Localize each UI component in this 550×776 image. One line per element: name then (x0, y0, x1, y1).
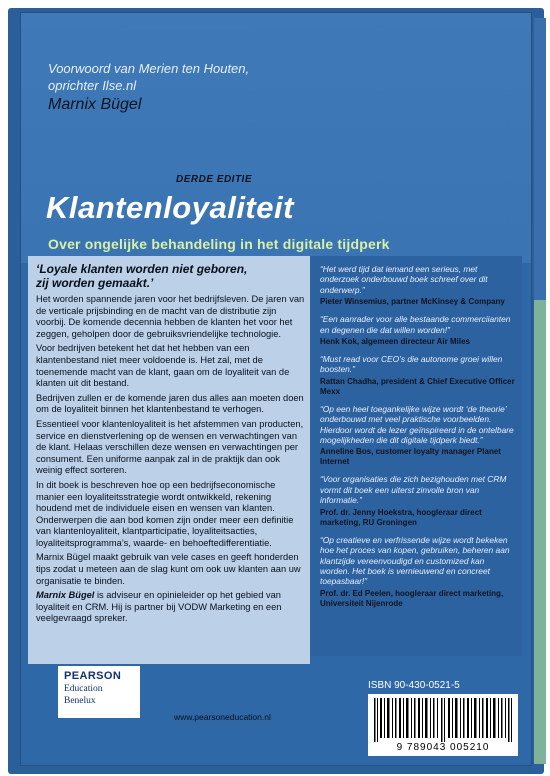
book-title: Klantenloyaliteit (46, 190, 294, 225)
blurb-paragraph: In dit boek is beschreven hoe op een bedrijfseconomische manier een loyaliteitsstrategie wordt ontwikkeld, rekening houdend met de individuele eisen en wensen van klanten. Onderwerpen die aan bod komen zijn onder meer een definitie van klantenloyaliteit, klantparticipatie, loyaliteitsacties, loyaliteitsprogramma’s, waarde- en behoeftedifferentiatie. (36, 479, 294, 548)
author-bio-text: is adviseur en opinieleider op het gebied van loyaliteit en CRM. Hij is partner bij VODW Marketing en een veelgevraagd spreker. (36, 590, 282, 624)
endorsement-quote: “Op een heel toegankelijke wijze wordt ‘de theorie’ onderbouwd met veel praktische voorbeelden. Hierdoor wordt de lezer geïnspireerd in de ontelbare mogelijkheden die dit digitale tijdperk biedt.” (320, 403, 514, 446)
endorsement-author: Pieter Winsemius, partner McKinsey & Company (320, 297, 505, 307)
endorsement-author: Prof. dr. Jenny Hoekstra, hoogleraar direct marketing, RU Groningen (320, 507, 482, 527)
endorsement-item (320, 354, 516, 397)
publisher-division: Education (64, 684, 103, 694)
endorsement-item (320, 535, 516, 609)
endorsement-item (320, 264, 516, 307)
endorsement-quote: “Must read voor CEO’s die autonome groei willen boosten.” (320, 354, 503, 375)
blurb-paragraph: Bedrijven zullen er de komende jaren dus alles aan moeten doen om de loyaliteit binnen het klantenbestand te verhogen. (36, 392, 304, 415)
endorsement-quote: “Een aanrader voor alle bestaande commerciianten en degenen die dat willen worden!” (320, 314, 511, 335)
foreword-credit (48, 60, 348, 94)
isbn: ISBN 90-430-0521-5 (368, 680, 460, 691)
publisher-logo (58, 666, 140, 718)
blurb-paragraph: Voor bedrijven betekent het dat het hebben van een klantenbestand niet meer voldoende is. Het zal, met de toenemende macht van de klant, gaan om de loyaliteit van de klanten uit dit bestand. (36, 343, 290, 389)
endorsement-quote: “Op creatieve en verfrissende wijze wordt bekeken hoe het proces van kopen, gebruiken, beheren aan klantzijde vereenvoudigd en customized kan worden. Het boek is vernieuwend en concreet toepasbaar!” (320, 534, 510, 587)
book-subtitle: Over ongelijke behandeling in het digitale tijdperk (48, 236, 390, 252)
blurb-paragraph: Marnix Bügel maakt gebruik van vele cases en geeft honderden tips zodat u meteen aan de slag kunt om ook uw klanten aan uw organisatie te binden. (36, 552, 301, 586)
endorsement-item (320, 314, 516, 347)
blurb-quote-line-1: ‘Loyale klanten worden niet geboren, (36, 262, 248, 276)
endorsement-author: Prof. dr. Ed Peelen, hoogleraar direct marketing, Universiteit Nijenrode (320, 588, 504, 608)
barcode (368, 694, 518, 756)
endorsement-item (320, 474, 516, 527)
blurb-paragraph: Het worden spannende jaren voor het bedrijfsleven. De jaren van de verticale prijsbinding en de macht van de distributie zijn voorbij. De komende decennia hebben de klanten het voor het zeggen, geholpen door de gebruiksvriendelijke technologie. (36, 294, 305, 339)
blurb-text (36, 262, 306, 628)
endorsement-author: Henk Kok, algemeen directeur Air Miles (320, 337, 470, 347)
blurb-quote-line-2: zij worden gemaakt.’ (36, 276, 154, 290)
author-bio-name: Marnix Bügel (36, 590, 95, 601)
endorsement-item (320, 404, 516, 468)
blurb-paragraph: Essentieel voor klantenloyaliteit is het afstemmen van producten, service en dienstverlening op de wensen en verwachtingen van de klant. Helaas verschillen deze wensen en verwachtingen per consument. Een uniforme aanpak zal in de praktijk dan ook weinig effect sorteren. (36, 418, 304, 476)
author-bio (36, 590, 306, 625)
foreword-line-2: oprichter Ilse.nl (48, 78, 137, 93)
foreword-line-1: Voorwoord van Merien ten Houten, (48, 61, 250, 76)
book-edge-top (534, 18, 546, 302)
barcode-bars (372, 698, 514, 742)
blurb-quote (36, 262, 306, 290)
endorsement-quote: “Het werd tijd dat iemand een serieus, met onderzoek onderbouwd boek schreef over dit onderwerp.” (320, 264, 488, 295)
endorsement-author: Anneline Bos, customer loyalty manager Planet Internet (320, 447, 501, 467)
publisher-name: PEARSON (64, 670, 122, 682)
endorsements (320, 264, 516, 616)
edition-label: DERDE EDITIE (176, 174, 253, 185)
publisher-url: www.pearsoneducation.nl (174, 712, 271, 722)
publisher-region: Benelux (64, 696, 96, 706)
endorsement-quote: “Voor organisaties die zich bezighouden met CRM vormt dit boek een uiterst zinvolle bron van informatie.” (320, 474, 507, 506)
endorsement-author: Rattan Chadha, president & Chief Executive Officer Mexx (320, 376, 515, 396)
author-name: Marnix Bügel (48, 96, 142, 113)
book-edge-green (534, 300, 546, 764)
barcode-number: 9 789043 005210 (396, 742, 490, 753)
